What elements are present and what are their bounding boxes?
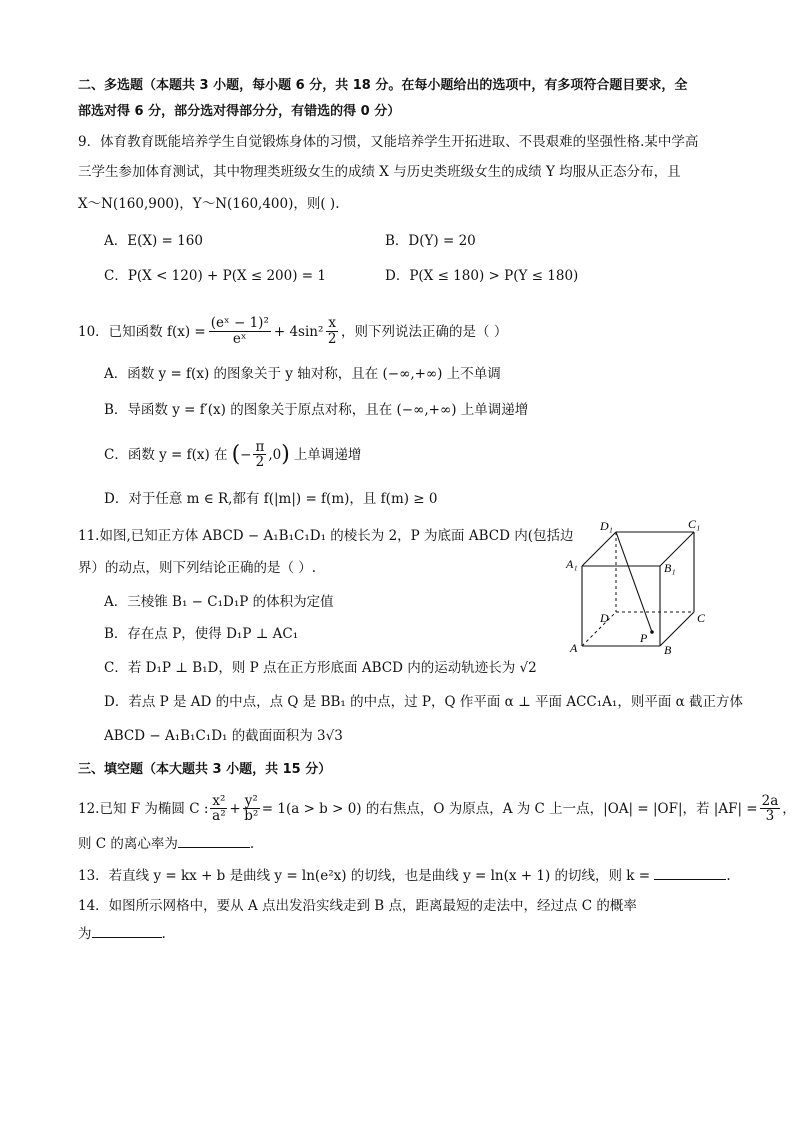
- label-c: C: [697, 611, 706, 625]
- q9-line3: X～N(160,900)，Y～N(160,400)，则( ).: [78, 196, 340, 212]
- q10-option-c-rparen: ): [281, 441, 290, 467]
- q11-option-d-line1: D．若点 P 是 AD 的中点，点 Q 是 BB₁ 的中点，过 P，Q 作平面 α ⊥ 平面 ACC₁A₁，则平面 α 截正方体: [104, 694, 744, 710]
- q10-half-fraction: [326, 316, 338, 347]
- q10-option-c-tail: ,0: [268, 446, 282, 463]
- q14-line2: 为 .: [78, 926, 166, 942]
- label-a1: A₁: [566, 557, 578, 571]
- q12-prefix: 12.已知 F 为椭圆 C :: [78, 800, 209, 817]
- q12-line2: 则 C 的离心率为 .: [78, 836, 255, 852]
- q12-end: ，: [782, 800, 796, 817]
- q10-option-c-pre: C．函数 y = f(x) 在: [104, 446, 228, 463]
- q9-line2: 三学生参加体育测试，其中物理类班级女生的成绩 X 与历史类班级女生的成绩 Y 均服从正态分布，且: [78, 164, 681, 180]
- edge-a-d-hidden: [582, 612, 616, 646]
- q13-text: 13．若直线 y = kx + b 是曲线 y = ln(e²x) 的切线，也是曲线 y = ln(x + 1) 的切线，则 k =: [78, 868, 651, 884]
- q10-option-d: D．对于任意 m ∈ R,都有 f(|m|) = f(m)，且 f(m) ≥ 0: [104, 491, 438, 507]
- q12-y-fraction: [243, 794, 260, 823]
- q12-x-fraction: [210, 794, 227, 823]
- q11-line1: 11.如图,已知正方体 ABCD − A₁B₁C₁D₁ 的棱长为 2，P 为底面 ABCD 内(包括边: [78, 528, 574, 544]
- q10-frac-num: (eˣ − 1)²: [210, 315, 269, 331]
- label-d1: D₁: [600, 519, 613, 533]
- label-a: A: [570, 641, 578, 655]
- q12-stem: [78, 794, 796, 823]
- q11-option-c: C．若 D₁P ⊥ B₁D，则 P 点在正方形底面 ABCD 内的运动轨迹长为 √2: [104, 660, 537, 676]
- q10-option-c-post: 上单调递增: [293, 446, 362, 463]
- q10-half-den: 2: [327, 331, 337, 347]
- q10-suffix: ，则下列说法正确的是（ ）: [341, 323, 508, 340]
- q11-line2: 界）的动点，则下列结论正确的是（ ）.: [78, 560, 317, 576]
- q10-stem: [78, 316, 507, 347]
- q9-line1: 9．体育教育既能培养学生自觉锻炼身体的习惯，又能培养学生开拓进取、不畏艰难的坚强性格.某中学高: [78, 134, 699, 150]
- section3-header: 三、填空题（本大题共 3 小题，共 15 分）: [78, 762, 332, 777]
- q13-answer-blank[interactable]: [654, 879, 726, 880]
- q10-option-c: [104, 440, 361, 469]
- q12-x-num: x²: [212, 793, 226, 809]
- q12-ratio-num: 2a: [761, 793, 779, 809]
- section2-header-line1: 二、多选题（本题共 3 小题，每小题 6 分，共 18 分。在每小题给出的选项中，有多项符合题目要求，全: [78, 78, 688, 93]
- q12-y-den: b²: [244, 808, 259, 824]
- segment-d1-p: [616, 532, 652, 632]
- label-c1: C₁: [688, 517, 701, 531]
- q9-option-b: B．D(Y) = 20: [385, 233, 476, 249]
- q12-mid: = 1(a > b > 0) 的右焦点，O 为原点，A 为 C 上一点，|OA| = |OF|，若 |AF| =: [261, 800, 758, 817]
- q10-fraction: [209, 316, 271, 347]
- q10-option-c-fraction: [253, 440, 266, 469]
- q10-option-c-minus: −: [240, 446, 252, 463]
- q11-option-a: A．三棱锥 B₁ − C₁D₁P 的体积为定值: [104, 594, 334, 610]
- q10-option-c-num: π: [255, 439, 265, 455]
- q12-line2-text: 则 C 的离心率为: [78, 836, 178, 852]
- q10-half-num: x: [328, 315, 337, 331]
- q10-option-b: B．导函数 y = f′(x) 的图象关于原点对称，且在 (−∞,+∞) 上单调递增: [104, 402, 529, 418]
- q10-option-c-den: 2: [255, 454, 265, 470]
- q14-line1: 14．如图所示网格中，要从 A 点出发沿实线走到 B 点，距离最短的走法中，经过点 C 的概率: [78, 898, 637, 914]
- q14-answer-blank[interactable]: [92, 937, 162, 938]
- q10-mid: + 4sin²: [273, 323, 324, 340]
- q10-prefix: 10．已知函数 f(x) =: [78, 323, 206, 340]
- label-d: D: [600, 611, 609, 625]
- point-p: [650, 630, 654, 634]
- q12-x-den: a²: [212, 808, 226, 824]
- q12-ratio-fraction: [760, 794, 781, 823]
- q13-line: 13．若直线 y = kx + b 是曲线 y = ln(e²x) 的切线，也是曲线 y = ln(x + 1) 的切线，则 k = .: [78, 868, 731, 884]
- q10-option-c-lparen: (: [231, 441, 241, 467]
- edge-b-c: [660, 612, 694, 646]
- q12-plus: +: [229, 800, 241, 817]
- q11-option-d-line2: ABCD − A₁B₁C₁D₁ 的截面面积为 3√3: [104, 728, 343, 744]
- q10-option-a: A．函数 y = f(x) 的图象关于 y 轴对称，且在 (−∞,+∞) 上不单调: [104, 366, 501, 382]
- q10-frac-den: eˣ: [232, 331, 247, 347]
- label-b1: B₁: [664, 561, 676, 575]
- label-b: B: [664, 643, 672, 657]
- q11-option-b: B．存在点 P，使得 D₁P ⊥ AC₁: [104, 626, 299, 642]
- q9-option-c: C．P(X < 120) + P(X ≤ 200) = 1: [104, 268, 326, 284]
- q14-line2-text: 为: [78, 926, 92, 942]
- edge-a1-d1: [582, 532, 616, 566]
- cube-figure: [560, 518, 720, 658]
- q9-option-d: D．P(X ≤ 180) > P(Y ≤ 180): [385, 268, 579, 284]
- q12-y-num: y²: [244, 793, 258, 809]
- section2-header-line2: 部选对得 6 分，部分选对得部分分，有错选的得 0 分）: [78, 104, 401, 119]
- q12-answer-blank[interactable]: [178, 847, 250, 848]
- q12-ratio-den: 3: [765, 808, 775, 824]
- q9-option-a: A．E(X) = 160: [104, 233, 203, 249]
- label-p: P: [640, 631, 648, 645]
